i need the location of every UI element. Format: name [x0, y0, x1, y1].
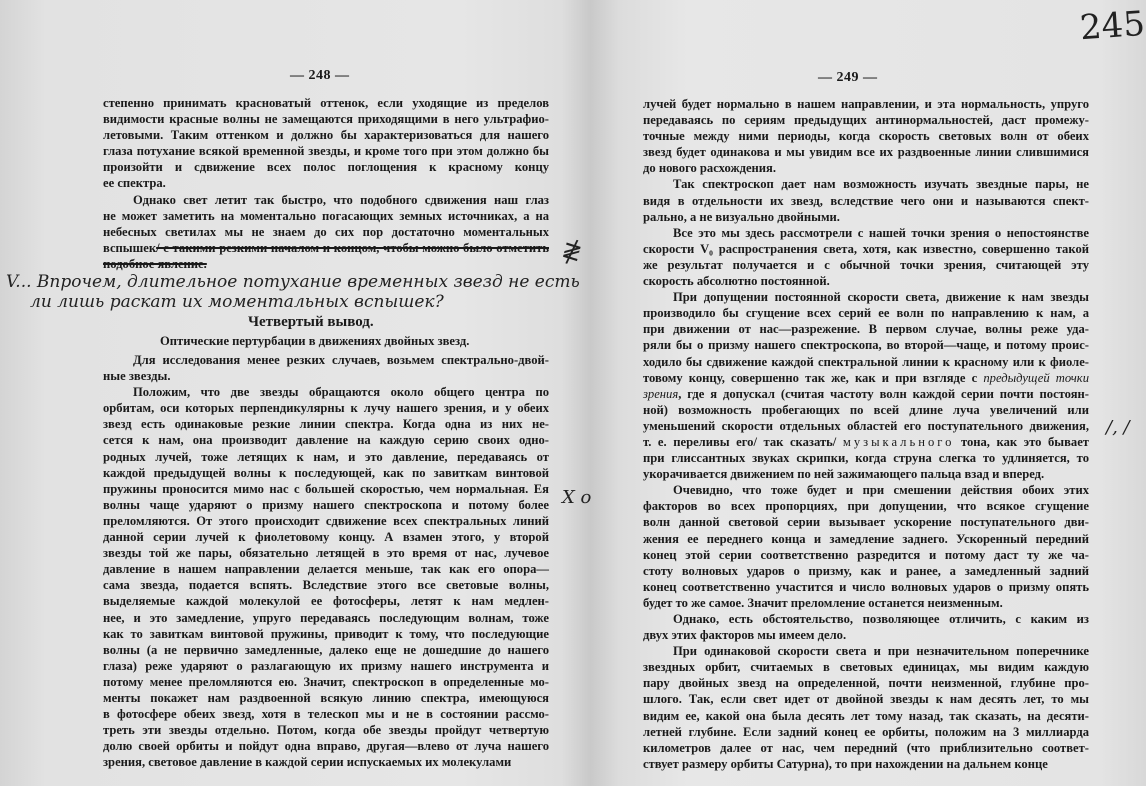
text-line: производило бы сгущение всех серий ее волн по направлению к нам, а — [643, 306, 1089, 321]
text-line: потому менее преломляются ею. Значит, спектроскоп в определенные мо- — [103, 674, 549, 689]
text-line: ряли бы о призму нашего спектроскопа, во второй—чаще, и потому проис- — [643, 338, 1089, 353]
text-line: Положим, что две звезды обращаются около общего центра по — [133, 385, 549, 400]
text-line: орбитам, оси которых перпендикулярны к лучу нашего зрения, и у обеих — [103, 401, 549, 416]
page-number-left: — 248 — — [290, 68, 350, 83]
text-line: укорачивается движением по ней зажимающего пальца взад и вперед. — [643, 467, 1045, 482]
text-line: треть эти звезды отдельно. Потом, когда обе звезды пройдут четвертую — [103, 723, 549, 738]
text-line: конец соответственно участится и число волновых ударов о призму опять — [643, 579, 1089, 594]
text-line: ные звезды. — [103, 369, 171, 384]
text-line: видимости красные волны не замещаются приходящими в него ультрафио- — [103, 112, 549, 127]
text-line: звезд будет одинакова и мы увидим все их раздвоенные линии слившимися — [643, 145, 1089, 160]
text-line: жения ее переднего конца и замедление заднего. Ускоренный передний — [643, 531, 1089, 546]
text-line: Очевидно, что тоже будет и при смешении действия обоих этих — [673, 483, 1089, 498]
text-line: каждой предыдущей волны к последующей, как по завиткам винтовой — [103, 465, 549, 480]
text-line: давление в нашем направлении делается меньше, так как его опора— — [103, 562, 549, 577]
text-line: пружины проносится мимо нас с большей скоростью, чем нормальная. Ея — [103, 481, 549, 496]
text-segment: зрения — [643, 386, 679, 401]
text-line — [103, 256, 549, 272]
text-line: шлого. Так, если свет идет от двойной звезды к нам десять лет, то мы — [643, 692, 1089, 707]
text-segment: т. е. переливы его/ так сказать/ — [643, 434, 843, 449]
right-text — [643, 96, 1089, 772]
text-line: сама звезда, подается вспять. Вследствие этого все световые волны, — [103, 578, 549, 593]
text-line: рально, а не визуально двойными. — [643, 209, 840, 224]
text-line: степенно принимать красноватый оттенок, если уходящие из пределов — [103, 96, 549, 110]
text-line: произойти и сдвижение всех полос поглощения к красному концу — [103, 160, 549, 175]
text-line — [643, 370, 1089, 386]
text-line: зрения, световое давление в каждой серии испускаемых их молекулами — [103, 755, 512, 770]
text-line: в фотосфере обеих звезд, хотя в телескоп мы и не в состоянии рассмо- — [103, 707, 549, 722]
text-line: При допущении постоянной скорости света, движение к нам звезды — [673, 290, 1089, 305]
text-line: волны чаще ударяют о призму нашего спектроскопа и потому более — [103, 497, 549, 512]
text-line: двух этих факторов мы имеем дело. — [643, 628, 847, 643]
text-line: глаза) реже ударяют о разлагающую их призму нашего инструмента и — [103, 658, 549, 673]
text-line: стоту волновых ударов о призму, как и ранее, а замедленный задний — [643, 563, 1089, 578]
text-line: Однако, есть обстоятельство, позволяющее отличить, с каким из — [673, 612, 1089, 626]
text-line: звездных орбит, считаемых в световых единицах, мы видим каждую — [643, 660, 1089, 675]
text-line: точные между ними периоды, когда скорость световых волн от обеих — [643, 129, 1089, 144]
text-line: волны (а не первично замедленные, далеко еще не дошедшие до нашего — [103, 642, 549, 657]
text-line: как то завиткам винтовой пружины, приводит к тому, что последующие — [103, 626, 549, 641]
text-line: ходило бы сдвижение каждой спектральной линии к красному или к фиоле- — [643, 354, 1089, 369]
handwritten-note-line1: V... Впрочем, длительное потухание временных звезд не есть — [6, 272, 580, 292]
text-segment: музыкального — [842, 434, 955, 449]
text-line — [103, 240, 549, 256]
text-line: выделяемые каждой молекулой ее фотосферы, летят к нам медлен- — [103, 594, 549, 609]
text-line: не может заметить на моментально погасающих земных источниках, а на — [103, 208, 549, 223]
section-subtitle: Оптические пертурбации в движениях двойных звезд. — [160, 334, 470, 348]
text-segment: вспышек — [103, 240, 157, 255]
margin-mark-right: /, / — [1106, 417, 1130, 438]
page-number-right: — 249 — — [818, 70, 878, 85]
text-line: при глиссантных звуках скрипки, когда струна слегка то удлиняется, то — [643, 451, 1089, 466]
text-line: конец этой серии соответственно разредится и потому даст ту же ча- — [643, 547, 1089, 562]
archive-number: 245 — [1078, 3, 1146, 49]
text-line — [643, 386, 1089, 402]
text-line: лучей будет нормально в нашем направлении, и эта нормальность, упруго — [643, 97, 1089, 111]
text-line: при движении от нас—разрежение. В первом случае, волны реже уда- — [643, 322, 1089, 337]
handwritten-note-line2: ли лишь раскат их моментальных вспышек? — [30, 292, 444, 312]
left-bottom-text — [103, 352, 549, 770]
text-line: видим ее, какой она была десять лет тому назад, так сказать, на десяти- — [643, 708, 1089, 723]
text-segment: тона, как это бывает — [954, 434, 1089, 449]
text-line: ствует размеру орбиты Сатурна), то при нахождении на дальнем конце — [643, 756, 1048, 771]
text-line: звезды той же пары, обязательно летящей в это время от нас, лучевое — [103, 546, 549, 561]
left-top-text — [103, 95, 549, 272]
text-line: летовыми. Таким оттенком и должно бы характеризоваться для нашего — [103, 128, 549, 143]
section-title: Четвертый вывод. — [248, 314, 374, 330]
text-line: нее, и это замедление, упруго передаваясь последующим волнам, тоже — [103, 610, 549, 625]
text-line: пару двойных звезд на определенной, почти неизменной, глубине про- — [643, 676, 1089, 691]
text-line: глаза потухание всякой временной звезды, и кроме того при этом должно бы — [103, 144, 549, 159]
text-line: уменьшений скорости отдельных областей его поступательного движения, — [643, 418, 1089, 433]
margin-mark-side: X o — [562, 487, 592, 508]
text-line: звезд есть одинаковые резкие линии спектра. Когда одна из них не- — [103, 417, 549, 432]
text-line — [643, 434, 1089, 450]
text-line: передаваясь по сериям предыдущих антинормальностей, даст промежу- — [643, 113, 1089, 128]
text-line: же результат получается и с обычной точки зрения, считающей эту — [643, 257, 1089, 272]
text-line: Однако свет летит так быстро, что подобного сдвижения наш глаз — [133, 192, 549, 207]
text-line: волн данной световой серии вызывает ускорение поступательного дви- — [643, 515, 1089, 530]
text-line: родных лучей, тоже летящих к нам, и это давление, передаваясь от — [103, 449, 549, 464]
text-segment: предыдущей точки — [983, 370, 1090, 385]
text-line: долю своей орбиты и пойдут одна вправо, другая—влево от луча нашего — [103, 739, 549, 754]
text-line: до нового расхождения. — [643, 161, 777, 176]
text-line: будет то же самое. Значит преломление останется неизменным. — [643, 595, 1003, 610]
text-line: летней глубине. Если задний конец ее орбиты, положим на 3 миллиарда — [643, 724, 1089, 739]
text-line: ее спектра. — [103, 176, 166, 191]
text-line: ной) возможность пробегающих по всей длине луча увеличений или — [643, 402, 1089, 417]
text-line: Так спектроскоп дает нам возможность изучать звездные пары, не — [673, 177, 1089, 192]
text-line: При одинаковой скорости света и при незначительном поперечнике — [673, 644, 1089, 659]
text-line: сется к нам, она производит давление на каждую серию своих одно- — [103, 433, 549, 448]
text-segment: , где я допускал (считая частоту волн каждой серии почти постоян- — [678, 386, 1089, 401]
text-line: видя в отдельности их звезд, вследствие чего они и называются спект- — [643, 193, 1089, 208]
text-line: небесных светилах мы не знаем до сих пор достаточно моментальных — [103, 224, 549, 239]
text-line: скорость абсолютно постоянной. — [643, 274, 830, 289]
text-line: километров далее от нас, чем передний (что приблизительно соответ- — [643, 740, 1089, 755]
text-line: Все это мы здесь рассмотрели с нашей точки зрения о непостоянстве — [673, 225, 1089, 240]
text-line: Для исследования менее резких случаев, возьмем спектрально-двой- — [133, 353, 549, 367]
text-segment: товому концу, совершенно так же, как и при взгляде с — [643, 370, 984, 385]
struck-text: подобное явление. — [103, 256, 207, 271]
margin-mark-top: ≹ — [560, 237, 581, 265]
text-line: факторов во всех пропорциях, при допущении, что всякое сгущение — [643, 499, 1089, 514]
text-line: менты покажет нам раздвоенной всякую линию спектра, имеющуюся — [103, 690, 549, 705]
text-line: преломляются. От этого происходит сдвижение всех спектральных линий — [103, 513, 549, 528]
struck-text: / с такими резкими началом и концом, чтобы можно было отметить — [156, 240, 549, 255]
text-line: скорости V₀ распространения света, хотя, как известно, совершенно такой — [643, 241, 1089, 256]
text-line: данной серии лучей к фиолетовому концу. А взамен этого, у второй — [103, 530, 549, 545]
